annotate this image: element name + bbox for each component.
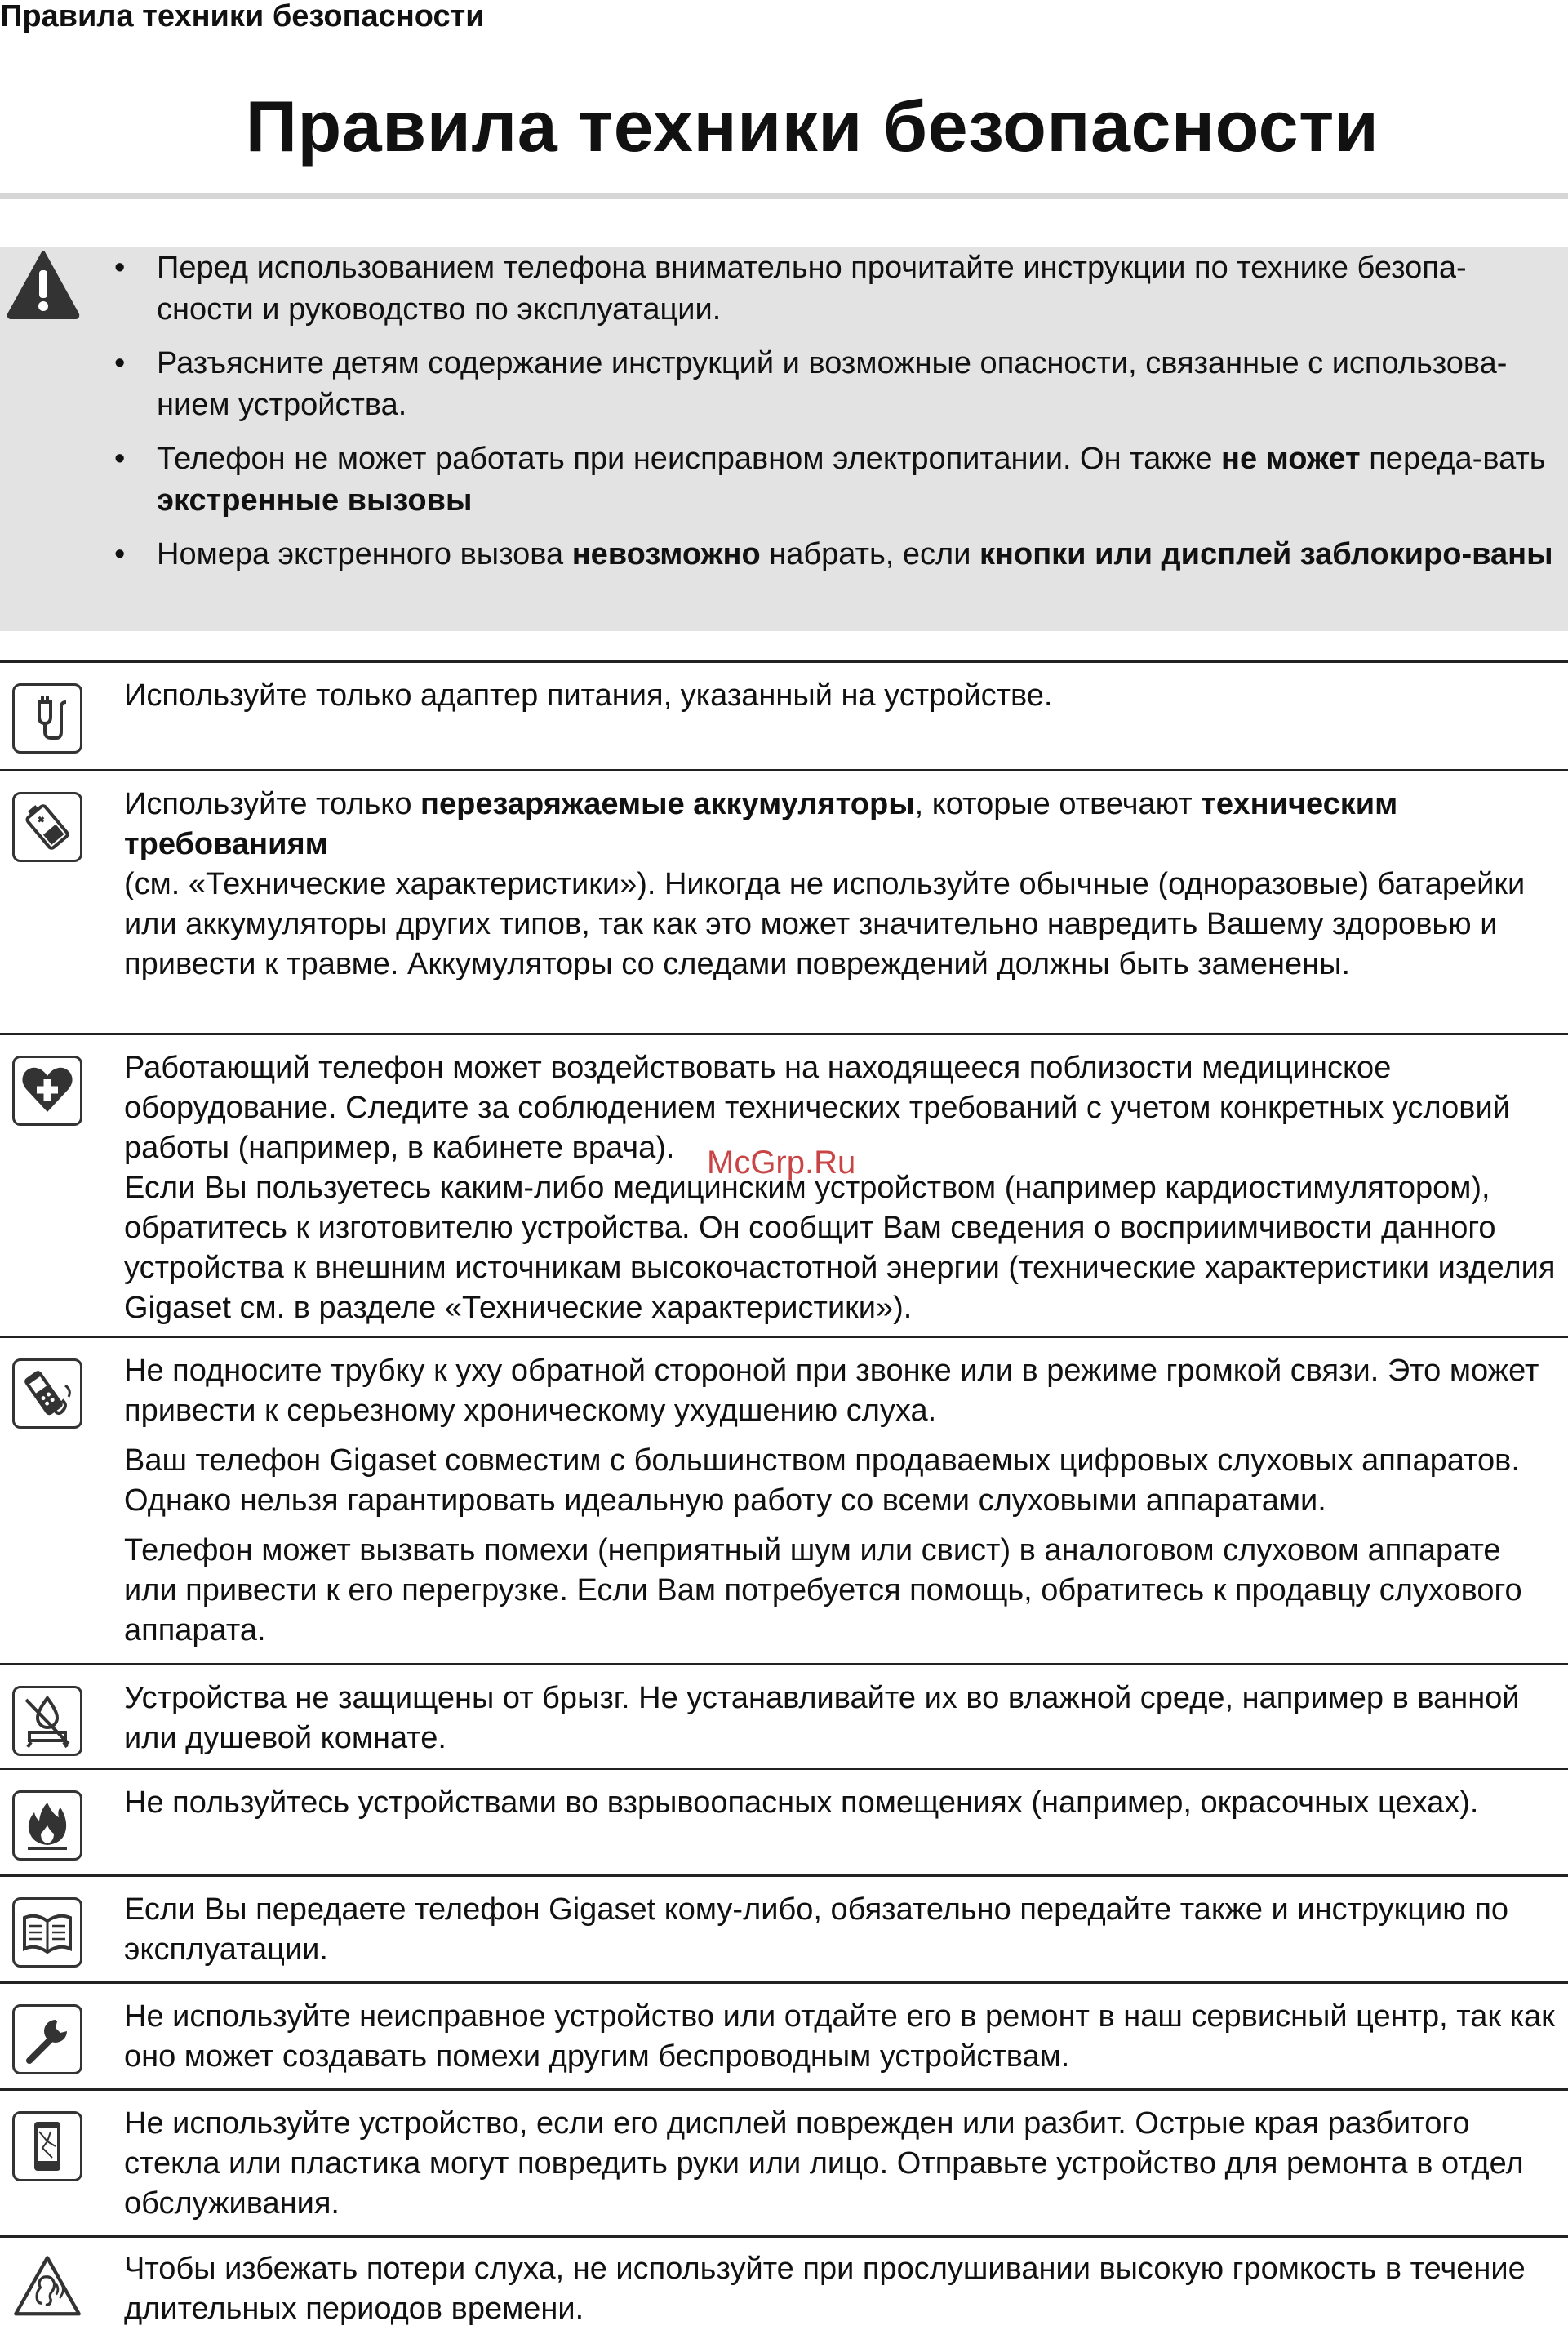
power-adapter-icon xyxy=(12,683,82,754)
warning-triangle-icon xyxy=(7,249,80,319)
wrench-icon xyxy=(12,2004,82,2074)
bullet: • xyxy=(114,346,126,380)
no-water-icon xyxy=(12,1686,82,1756)
battery-icon xyxy=(12,792,82,862)
row-text: Работающий телефон может воздействовать на находящееся поблизости медицинское оборудование. Следите за соблюдением технических требований с учетом конкретных условий работы (например, в кабинете врача). xyxy=(124,1051,1510,1165)
table-row xyxy=(0,1035,1568,1338)
warning-item: • Перед использованием телефона внимательно прочитайте инструкции по технике безопа-сности и руководство по эксплуатации. xyxy=(114,247,1563,331)
row-text: Не пользуйтесь устройствами во взрывоопасных помещениях (например, окрасочных цехах). xyxy=(124,1785,1479,1820)
row-text: Не используйте неисправное устройство или отдайте его в ремонт в наш сервисный центр, так как оно может создавать помехи другим беспроводным устройствам. xyxy=(124,1999,1555,2074)
hearing-loss-warning-icon xyxy=(12,2252,82,2323)
page-title: Правила техники безопасности xyxy=(245,86,1379,167)
table-row xyxy=(0,663,1568,771)
row-text: Устройства не защищены от брызг. Не устанавливайте их во влажной среде, например в ванной или душевой комнате. xyxy=(124,1681,1520,1755)
row-text: Используйте только перезаряжаемые аккумуляторы, которые отвечают техническим требованиям (см. «Технические характеристики»). Никогда не используйте обычные (одноразовые) батарейки или аккумуляторы других типов, так как это может значительно навредить Вашему здоровью и привести к травме. Аккумуляторы со следами повреждений должны быть заменены. xyxy=(124,787,1526,981)
broken-display-icon xyxy=(12,2111,82,2181)
row-text: Если Вы пользуетесь каким-либо медицинским устройством (например кардиостимулятором), обратитесь к изготовителю устройства. Он сообщит Вам сведения о восприимчивости данного устройства к внешним источникам высокочастотной энергии (технические характеристики изделия Gigaset см. в разделе «Технические характеристики»). xyxy=(124,1171,1556,1325)
table-row xyxy=(0,2238,1568,2328)
explosion-fire-icon xyxy=(12,1790,82,1861)
row-text: Используйте только адаптер питания, указанный на устройстве. xyxy=(124,678,1053,713)
bullet: • xyxy=(114,537,126,571)
table-row xyxy=(0,1770,1568,1877)
table-row xyxy=(0,1338,1568,1665)
medical-heart-icon xyxy=(12,1056,82,1126)
row-text: Не подносите трубку к уху обратной стороной при звонке или в режиме громкой связи. Это может привести к серьезному хроническому ухудшению слуха. xyxy=(124,1354,1539,1428)
row-text: Телефон может вызвать помехи (неприятный шум или свист) в аналоговом слуховом аппарате или привести к его перегрузке. Если Вам потребуется помощь, обратитесь к продавцу слухового аппарата. xyxy=(124,1533,1522,1647)
warning-item: • Телефон не может работать при неисправном электропитании. Он также не может переда-вать экстренные вызовы xyxy=(114,438,1563,522)
safety-table xyxy=(0,660,1568,2328)
warning-item: • Разъясните детям содержание инструкций и возможные опасности, связанные с использова-нием устройства. xyxy=(114,343,1563,426)
warning-item: • Номера экстренного вызова невозможно набрать, если кнопки или дисплей заблокиро-ваны xyxy=(114,534,1563,576)
bullet: • xyxy=(114,442,126,476)
table-row xyxy=(0,1665,1568,1770)
table-row xyxy=(0,2091,1568,2238)
manual-book-icon xyxy=(12,1897,82,1968)
table-row xyxy=(0,1984,1568,2091)
hearing-aid-icon xyxy=(12,1358,82,1429)
running-head: Правила техники безопасности xyxy=(0,0,485,33)
row-text: Ваш телефон Gigaset совместим с большинством продаваемых цифровых слуховых аппаратов. Однако нельзя гарантировать идеальную работу со всеми слуховыми аппаратами. xyxy=(124,1443,1520,1518)
row-text: Если Вы передаете телефон Gigaset кому-либо, обязательно передайте также и инструкцию по эксплуатации. xyxy=(124,1892,1509,1967)
watermark: McGrp.Ru xyxy=(707,1145,856,1181)
table-row xyxy=(0,1877,1568,1984)
row-text: Не используйте устройство, если его дисплей поврежден или разбит. Острые края разбитого стекла или пластика могут повредить руки или лицо. Отправьте устройство для ремонта в отдел обслуживания. xyxy=(124,2106,1524,2221)
row-text: Чтобы избежать потери слуха, не используйте при прослушивании высокую громкость в течение длительных периодов времени. xyxy=(124,2252,1526,2326)
bullet: • xyxy=(114,251,126,285)
warning-list xyxy=(114,247,1563,588)
title-divider xyxy=(0,193,1568,199)
table-row xyxy=(0,771,1568,1035)
